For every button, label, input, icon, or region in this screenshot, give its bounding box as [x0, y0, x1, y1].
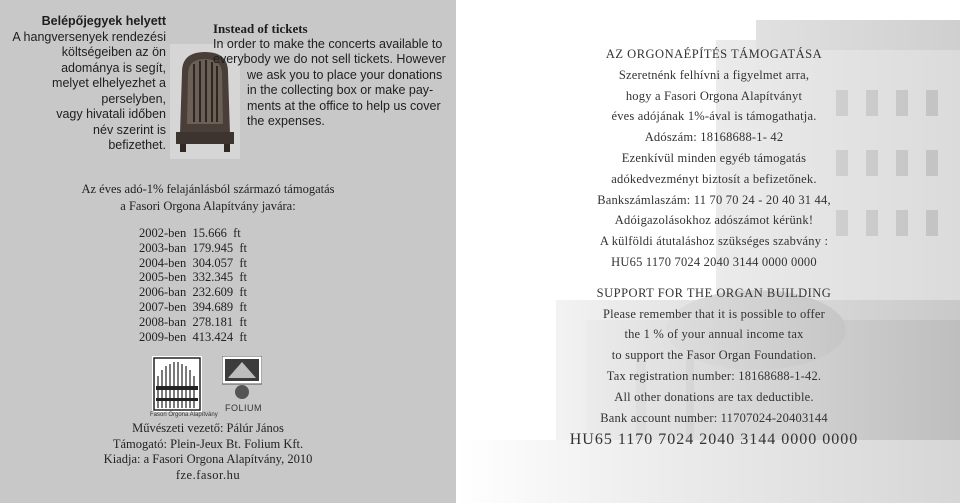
- section-spacer: [504, 273, 924, 283]
- fasor-foundation-caption: Fasori Orgona Alapítvány: [150, 412, 218, 418]
- hungarian-iban: HU65 1170 7024 2040 3144 0000 0000: [611, 254, 817, 269]
- yearly-donation-row: 2009-ben 413.424 ft: [139, 329, 247, 344]
- hungarian-tickets-note: [0, 14, 166, 154]
- yearly-donation-row: 2006-ban 232.609 ft: [139, 285, 247, 300]
- yearly-donations-list: [139, 226, 247, 344]
- credits-line-artistic-director: Művészeti vezető: Pálúr János: [132, 421, 284, 435]
- hungarian-support-heading: AZ ORGONAÉPÍTÉS TÁMOGATÁSA: [605, 47, 823, 61]
- hungarian-tax-number: Adószám: 18168688-1- 42: [644, 130, 784, 145]
- folium-caption: FOLIUM: [225, 403, 263, 413]
- folium-logo: [222, 356, 262, 384]
- yearly-donation-row: 2003-ban 179.945 ft: [139, 240, 247, 255]
- english-tickets-line: we ask you to place your donations: [247, 67, 443, 82]
- yearly-donation-row: 2008-ban 278.181 ft: [139, 314, 247, 329]
- english-tickets-line: the expenses.: [247, 114, 325, 128]
- english-tickets-line: in the collecting box or make pay-: [247, 83, 434, 97]
- english-support-line: to support the Fasor Organ Foundation.: [611, 348, 817, 363]
- credits-line-sponsor: Támogató: Plein-Jeux Bt. Folium Kft.: [112, 436, 304, 451]
- yearly-donation-row: 2004-ben 304.057 ft: [139, 255, 247, 270]
- english-tickets-note: [213, 21, 449, 130]
- right-panel: [456, 0, 960, 503]
- english-tickets-line: everybody we do not sell tickets. However: [213, 52, 446, 66]
- english-tickets-title: Instead of tickets: [213, 21, 308, 36]
- english-support-heading: SUPPORT FOR THE ORGAN BUILDING: [596, 285, 832, 300]
- hungarian-tickets-line: név szerint is: [93, 122, 166, 137]
- english-bank-account: Bank account number: 11707024-20403144: [600, 410, 828, 425]
- hungarian-support-line: hogy a Fasori Orgona Alapítványt: [625, 88, 803, 103]
- fasor-foundation-logo: [152, 356, 202, 416]
- hungarian-tickets-line: vagy hivatali időben: [56, 107, 166, 121]
- hungarian-support-line: éves adójának 1%-ával is támogathatja.: [611, 109, 817, 124]
- hungarian-tickets-line: melyet elhelyezhet a perselyben,: [52, 76, 166, 106]
- hungarian-support-line: Ezenkívül minden egyéb támogatás: [621, 150, 807, 165]
- donation-intro-line: a Fasori Orgona Alapítvány javára:: [120, 199, 296, 213]
- english-support-line: All other donations are tax deductible.: [614, 389, 814, 404]
- hungarian-tickets-line: költségeiben az ön adománya is segít,: [61, 45, 166, 75]
- sponsor-logos: [152, 356, 262, 420]
- english-tax-number: Tax registration number: 18168688-1-42.: [606, 368, 822, 383]
- hungarian-tickets-line: befizethet.: [108, 138, 166, 152]
- donation-intro: [70, 181, 346, 215]
- yearly-donation-row: 2007-ben 394.689 ft: [139, 299, 247, 314]
- hungarian-support-line: A külföldi átutaláshoz szükséges szabvány :: [599, 234, 829, 249]
- english-tickets-line: In order to make the concerts available to: [213, 36, 443, 51]
- website-url: fze.fasor.hu: [175, 467, 241, 482]
- donation-intro-line: Az éves adó-1% felajánlásból származó támogatás: [81, 182, 335, 196]
- hungarian-support-line: Szeretnénk felhívni a figyelmet arra,: [618, 67, 810, 82]
- hungarian-support-line: Adóigazolásokhoz adószámot kérünk!: [614, 213, 814, 228]
- english-support-line: the 1 % of your annual income tax: [624, 327, 804, 342]
- hungarian-bank-account: Bankszámlaszám: 11 70 70 24 - 20 40 31 44,: [597, 192, 831, 207]
- credits-line-publisher: Kiadja: a Fasori Orgona Alapítvány, 2010: [103, 452, 313, 466]
- support-text-block: [504, 44, 924, 451]
- credits: [70, 421, 346, 483]
- hungarian-tickets-line: A hangversenyek rendezési: [12, 29, 166, 44]
- left-panel: [0, 0, 456, 503]
- hungarian-support-line: adókedvezményt biztosít a befizetőnek.: [611, 171, 817, 186]
- yearly-donation-row: 2002-ben 15.666 ft: [139, 226, 241, 240]
- english-tickets-line: ments at the office to help us cover: [247, 98, 441, 113]
- english-support-line: Please remember that it is possible to offer: [602, 306, 826, 321]
- hungarian-tickets-title: Belépőjegyek helyett: [41, 14, 166, 28]
- large-iban: HU65 1170 7024 2040 3144 0000 0000: [569, 431, 859, 449]
- yearly-donation-row: 2005-ben 332.345 ft: [139, 270, 247, 285]
